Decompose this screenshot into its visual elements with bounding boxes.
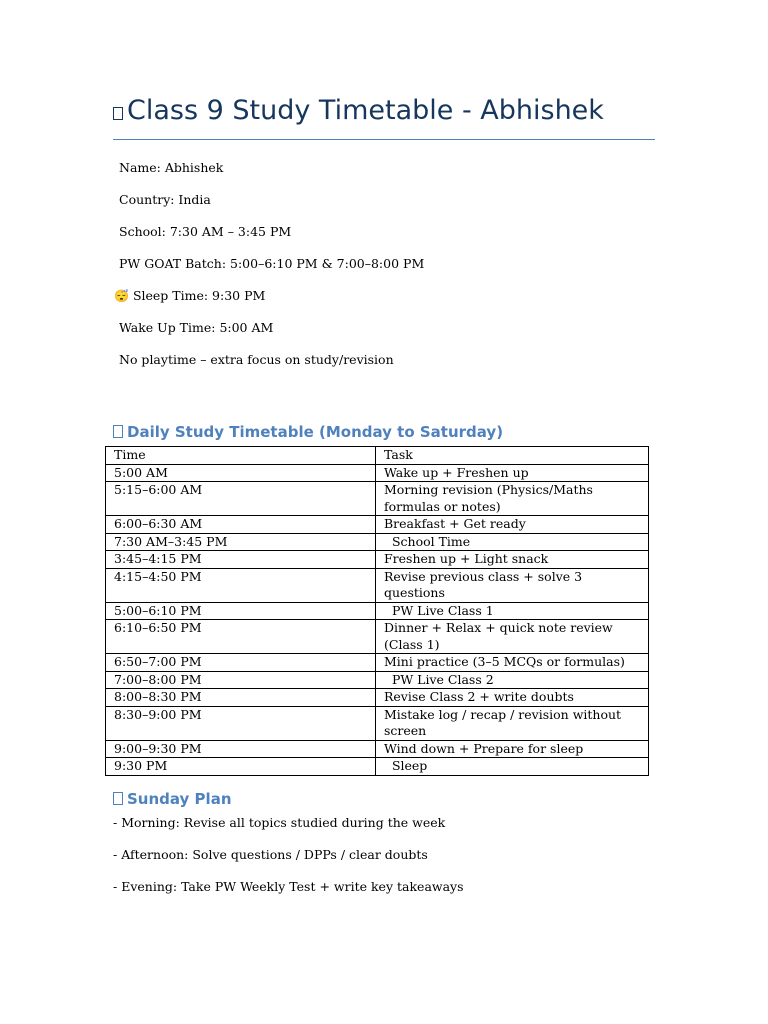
table-row [106, 533, 649, 551]
task-cell: Freshen up + Light snack [376, 551, 649, 569]
table-header-row [106, 447, 649, 465]
table-row [106, 482, 649, 516]
page-title [113, 95, 604, 126]
page-title-text: Class 9 Study Timetable - Abhishek [127, 95, 604, 126]
table-row [106, 654, 649, 672]
time-cell: 4:15–4:50 PM [106, 568, 376, 602]
info-school: School: 7:30 AM – 3:45 PM [119, 224, 292, 239]
timetable-heading [113, 423, 503, 441]
table-row [106, 464, 649, 482]
time-cell: 3:45–4:15 PM [106, 551, 376, 569]
task-cell: PW Live Class 2 [376, 671, 649, 689]
table-row [106, 602, 649, 620]
time-cell: 8:00–8:30 PM [106, 689, 376, 707]
missing-glyph-icon [113, 107, 123, 120]
sleeping-face-icon: 😴 [114, 289, 129, 303]
task-cell: Mini practice (3–5 MCQs or formulas) [376, 654, 649, 672]
table-row [106, 516, 649, 534]
task-cell: Wake up + Freshen up [376, 464, 649, 482]
table-row [106, 706, 649, 740]
time-cell: 7:00–8:00 PM [106, 671, 376, 689]
task-cell: Revise Class 2 + write doubts [376, 689, 649, 707]
task-cell: School Time [376, 533, 649, 551]
sunday-item-evening: - Evening: Take PW Weekly Test + write key takeaways [113, 879, 464, 894]
table-row [106, 740, 649, 758]
header-time: Time [106, 447, 376, 465]
table-row [106, 671, 649, 689]
missing-glyph-icon [113, 425, 123, 438]
header-task: Task [376, 447, 649, 465]
sunday-item-morning: - Morning: Revise all topics studied during the week [113, 815, 446, 830]
time-cell: 7:30 AM–3:45 PM [106, 533, 376, 551]
time-cell: 5:00 AM [106, 464, 376, 482]
time-cell: 5:00–6:10 PM [106, 602, 376, 620]
time-cell: 9:30 PM [106, 758, 376, 776]
info-sleep-time [114, 288, 265, 303]
daily-timetable [105, 446, 649, 776]
timetable-body [106, 447, 649, 776]
info-country: Country: India [119, 192, 211, 207]
task-cell: Breakfast + Get ready [376, 516, 649, 534]
table-row [106, 758, 649, 776]
task-cell: Mistake log / recap / revision without screen [376, 706, 649, 740]
task-cell: Morning revision (Physics/Maths formulas or notes) [376, 482, 649, 516]
task-cell: Wind down + Prepare for sleep [376, 740, 649, 758]
info-name: Name: Abhishek [119, 160, 224, 175]
time-cell: 6:50–7:00 PM [106, 654, 376, 672]
info-sleep-time-text: Sleep Time: 9:30 PM [132, 288, 266, 303]
time-cell: 9:00–9:30 PM [106, 740, 376, 758]
time-cell: 5:15–6:00 AM [106, 482, 376, 516]
info-wake-time: Wake Up Time: 5:00 AM [119, 320, 274, 335]
timetable-heading-text: Daily Study Timetable (Monday to Saturday) [127, 423, 504, 441]
time-cell: 6:00–6:30 AM [106, 516, 376, 534]
task-cell: Dinner + Relax + quick note review (Class 1) [376, 620, 649, 654]
sunday-item-afternoon: - Afternoon: Solve questions / DPPs / clear doubts [113, 847, 428, 862]
missing-glyph-icon [113, 792, 123, 805]
task-cell: Sleep [376, 758, 649, 776]
time-cell: 8:30–9:00 PM [106, 706, 376, 740]
task-cell: PW Live Class 1 [376, 602, 649, 620]
sunday-heading-text: Sunday Plan [127, 790, 232, 808]
table-row [106, 568, 649, 602]
table-row [106, 689, 649, 707]
info-batch: PW GOAT Batch: 5:00–6:10 PM & 7:00–8:00 PM [119, 256, 425, 271]
info-note: No playtime – extra focus on study/revision [119, 352, 394, 367]
time-cell: 6:10–6:50 PM [106, 620, 376, 654]
title-divider [113, 139, 655, 140]
table-row [106, 551, 649, 569]
sunday-heading [113, 790, 232, 808]
task-cell: Revise previous class + solve 3 questions [376, 568, 649, 602]
table-row [106, 620, 649, 654]
